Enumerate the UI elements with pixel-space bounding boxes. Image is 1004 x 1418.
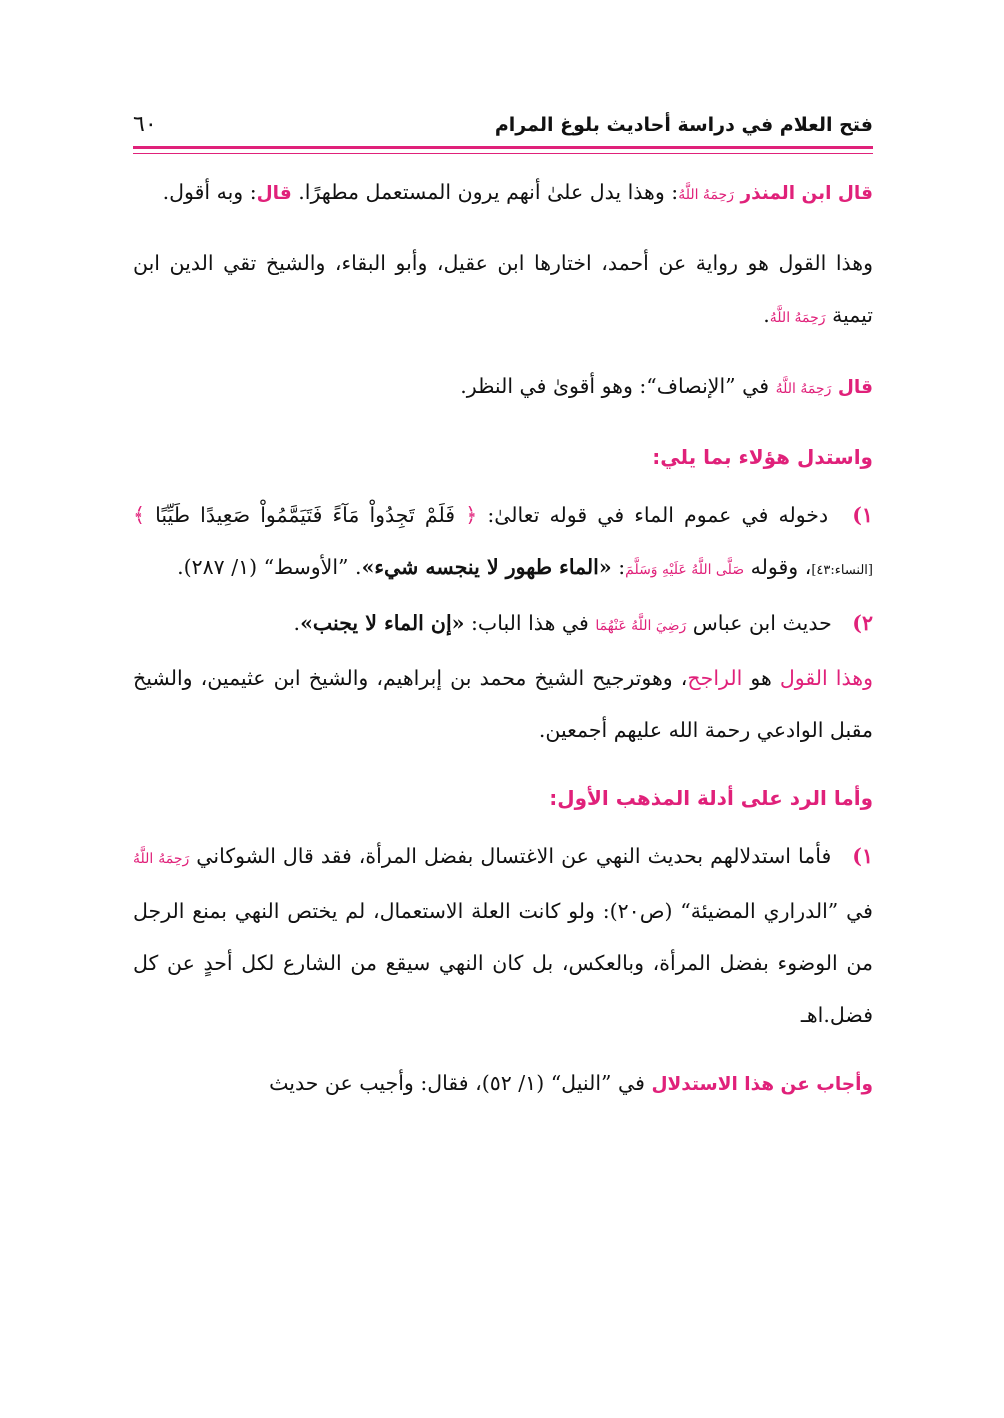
item-number: ١) xyxy=(852,844,873,868)
item-number: ٢) xyxy=(852,611,873,635)
item-text: في هذا الباب: xyxy=(471,611,589,635)
section-heading-evidence: واستدل هؤلاء بما يلي: xyxy=(652,445,873,469)
honorific-symbol: صَلَّى اللَّهُ عَلَيْهِ وَسَلَّمَ xyxy=(625,562,745,578)
item-text: دخوله في عموم الماء في قوله تعالىٰ: xyxy=(487,503,829,527)
paragraph-text: في ”الإنصاف“: وهو أقوىٰ في النظر. xyxy=(460,374,770,398)
paragraph-text: وهذا القول هو رواية عن أحمد، اختارها ابن عقيل، وأبو البقاء، والشيخ تقي الدين ابن تيمية xyxy=(133,251,873,327)
item-text: : xyxy=(618,555,626,579)
paragraph-text: : وهذا يدل علىٰ أنهم يرون المستعمل مطهرًا. xyxy=(298,180,679,204)
speaker-label: قال xyxy=(837,377,873,398)
paragraph-text: : وبه أقول. xyxy=(162,180,257,204)
header-rule-thick xyxy=(133,146,873,149)
paragraph-preferred-opinion xyxy=(133,652,873,756)
item-text: . xyxy=(293,611,301,635)
header-rule-thin xyxy=(133,153,873,154)
emphasis-label: وهذا القول xyxy=(779,666,873,690)
paragraph-text: في ”النيل“ (١/ ٥٢)، فقال: وأجيب عن حديث xyxy=(269,1071,645,1095)
paragraph-shawkani xyxy=(133,830,873,1041)
paragraph-text: ، وهوترجيح الشيخ محمد بن إبراهيم، والشيخ ابن عثيمين، والشيخ مقبل الوادعي رحمة الله عليهم أجمعين. xyxy=(133,666,873,742)
emphasis-label: الراجح xyxy=(687,666,743,690)
honorific-symbol: رَحِمَهُ اللَّهُ xyxy=(769,310,826,326)
honorific-symbol: رَحِمَهُ اللَّهُ xyxy=(133,851,190,867)
item-text: ، وقوله xyxy=(750,555,812,579)
section-heading-rebuttal: وأما الرد على أدلة المذهب الأول: xyxy=(549,786,873,810)
book-title: فتح العلام في دراسة أحاديث بلوغ المرام xyxy=(494,114,873,136)
paragraph-text: هو xyxy=(750,666,772,690)
list-item xyxy=(133,489,873,597)
paragraph-insaf xyxy=(133,360,873,415)
page-number: ٦٠ xyxy=(133,112,157,137)
paragraph-text: فأما استدلالهم بحديث النهي عن الاغتسال بفضل المرأة، فقد قال الشوكاني xyxy=(196,844,832,868)
speaker-label: وأجاب عن هذا الاستدلال xyxy=(651,1074,873,1095)
item-number: ١) xyxy=(852,503,873,527)
list-item xyxy=(133,597,873,652)
honorific-symbol: رَحِمَهُ اللَّهُ xyxy=(775,381,832,397)
speaker-label: قال xyxy=(256,183,292,204)
hadith-quote: «إن الماء لا يجنب» xyxy=(300,611,465,635)
hadith-quote: «الماء طهور لا ينجسه شيء» xyxy=(361,555,612,579)
item-text: . ”الأوسط“ (١/ ٢٨٧). xyxy=(177,555,362,579)
page-header xyxy=(133,110,873,146)
speaker-label: قال ابن المنذر xyxy=(740,183,873,204)
quran-brace-open: ﴿ xyxy=(465,503,478,527)
item-text: حديث ابن عباس xyxy=(692,611,832,635)
quran-verse: فَلَمْ تَجِدُواْ مَآءً فَتَيَمَّمُواْ صَعِيدًا طَيِّبًا xyxy=(155,503,456,527)
verse-reference: [النساء:٤٣] xyxy=(811,563,873,578)
paragraph-nayl xyxy=(133,1057,873,1111)
quran-brace-close: ﴾ xyxy=(133,503,146,527)
page-content xyxy=(133,166,873,1127)
honorific-symbol: رَضِيَ اللَّهُ عَنْهُمَا xyxy=(595,618,687,634)
paragraph-ibn-mundhir xyxy=(133,166,873,221)
honorific-symbol: رَحِمَهُ اللَّهُ xyxy=(678,187,734,203)
paragraph-opinion xyxy=(133,237,873,344)
paragraph-end: . xyxy=(763,303,770,327)
paragraph-text: في ”الدراري المضيئة“ (ص٢٠): ولو كانت العلة الاستعمال، لم يختص النهي بمنع الرجل من الوضوء بفضل المرأة، وبالعكس، بل كان النهي سيقع من الشارع لكل أحدٍ عن كل فضل.اهـ xyxy=(133,899,873,1027)
